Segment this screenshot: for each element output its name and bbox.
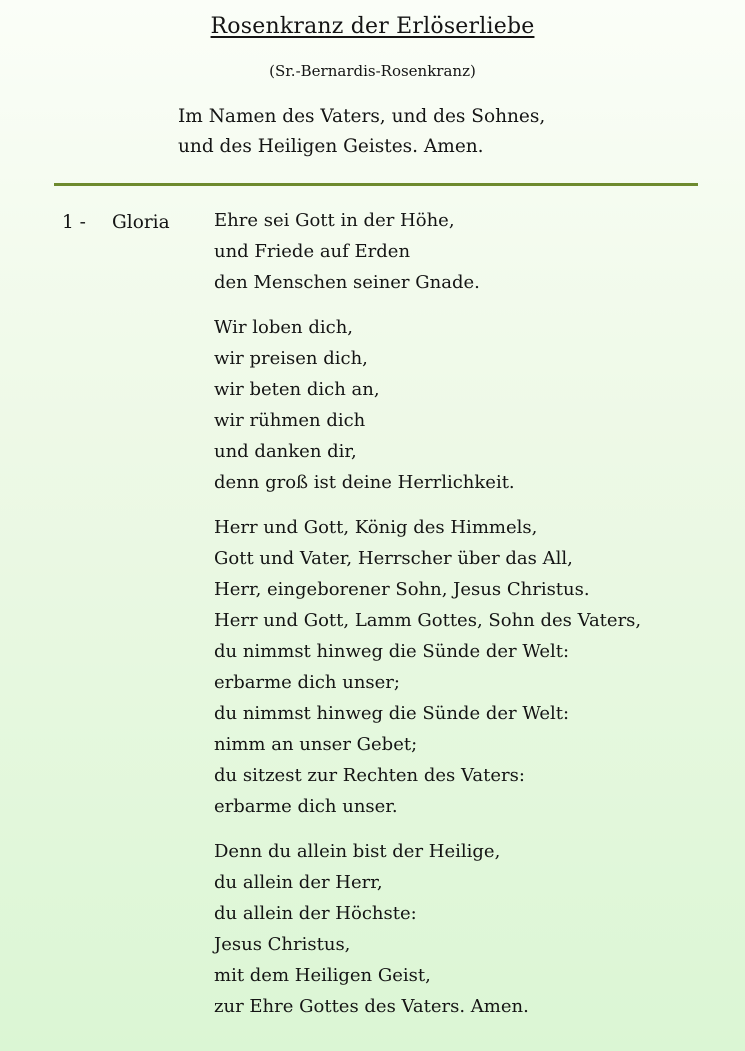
- section-number: 1 -: [62, 212, 86, 233]
- verse-line: wir preisen dich,: [214, 348, 368, 369]
- stanza: [214, 512, 641, 822]
- intro-prayer: [178, 102, 545, 162]
- verse-line: Herr und Gott, Lamm Gottes, Sohn des Vaters,: [214, 610, 642, 631]
- verse-line: Gott und Vater, Herrscher über das All,: [214, 548, 573, 569]
- intro-line: Im Namen des Vaters, und des Sohnes,: [178, 106, 546, 127]
- verse-line: und Friede auf Erden: [214, 241, 411, 262]
- verse-line: Herr und Gott, König des Himmels,: [214, 517, 538, 538]
- verse-line: und danken dir,: [214, 441, 357, 462]
- page-subtitle: (Sr.-Bernardis-Rosenkranz): [269, 62, 476, 80]
- stanza: [214, 205, 641, 298]
- verse-line: wir rühmen dich: [214, 410, 366, 431]
- divider-rule: [54, 183, 698, 186]
- intro-line: und des Heiligen Geistes. Amen.: [178, 136, 484, 157]
- verse-line: den Menschen seiner Gnade.: [214, 272, 480, 293]
- verse-line: Wir loben dich,: [214, 317, 354, 338]
- verse-line: Herr, eingeborener Sohn, Jesus Christus.: [214, 579, 590, 600]
- verse-line: nimm an unser Gebet;: [214, 734, 418, 755]
- verse-line: du nimmst hinweg die Sünde der Welt:: [214, 641, 570, 662]
- stanza: [214, 312, 641, 498]
- verse-line: du nimmst hinweg die Sünde der Welt:: [214, 703, 570, 724]
- verse-line: du allein der Höchste:: [214, 903, 417, 924]
- verse-line: Denn du allein bist der Heilige,: [214, 841, 501, 862]
- verse-line: denn groß ist deine Herrlichkeit.: [214, 472, 515, 493]
- verse-line: erbarme dich unser;: [214, 672, 400, 693]
- stanza: [214, 836, 641, 1022]
- verse-line: mit dem Heiligen Geist,: [214, 965, 431, 986]
- verse-line: du allein der Herr,: [214, 872, 383, 893]
- verse-line: du sitzest zur Rechten des Vaters:: [214, 765, 525, 786]
- verse-line: zur Ehre Gottes des Vaters. Amen.: [214, 996, 529, 1017]
- verse-line: Jesus Christus,: [214, 934, 351, 955]
- verse-line: wir beten dich an,: [214, 379, 380, 400]
- page-title: Rosenkranz der Erlöserliebe: [210, 14, 535, 39]
- section-text: [214, 205, 641, 1036]
- section-name: Gloria: [112, 212, 170, 233]
- verse-line: erbarme dich unser.: [214, 796, 398, 817]
- verse-line: Ehre sei Gott in der Höhe,: [214, 210, 455, 231]
